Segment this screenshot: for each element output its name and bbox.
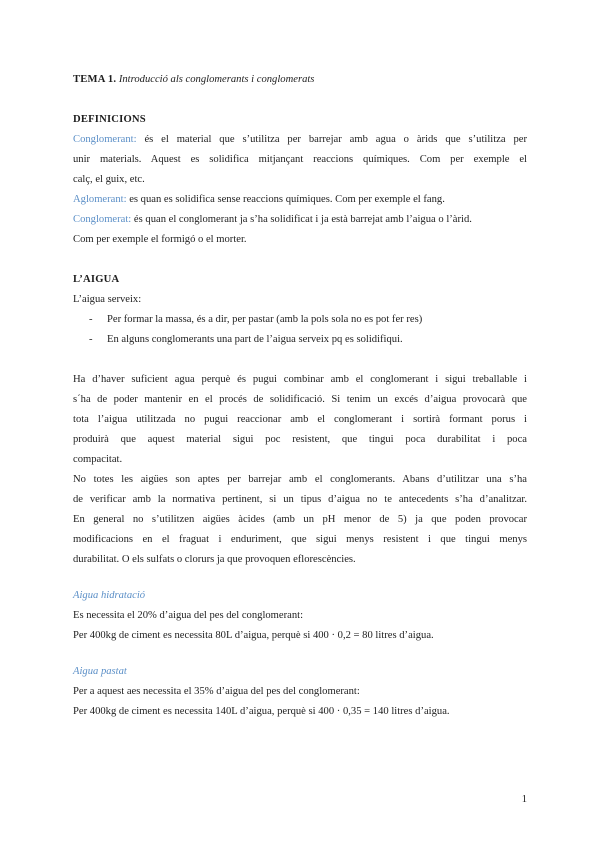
definition-conglomerat	[73, 210, 527, 230]
definition-text: unir materials. Aquest es solidifica mitjançant reaccions químiques. Com per exemple el	[73, 154, 527, 165]
pastat-line: Per a aquest aes necessita el 35% d’aigua del pes del conglomerant:	[73, 686, 360, 697]
definition-aglomerant	[73, 190, 527, 210]
term-conglomerant: Conglomerant:	[73, 134, 137, 145]
bullet-dash: -	[89, 314, 93, 325]
paragraph-line: s´ha de poder mantenir en el procés de solidificació. Si tenim un excés d’aigua provocarà que	[73, 394, 527, 405]
paragraph-line: compacitat.	[73, 454, 123, 465]
list-item	[73, 330, 527, 350]
definition-text: és quan el conglomerant ja s’ha solidificat i ja està barrejat amb l’aigua o l’àrid.	[133, 214, 472, 225]
bullet-dash: -	[89, 334, 93, 345]
definition-text: es quan es solidifica sense reaccions químiques. Com per exemple el fang.	[129, 194, 445, 205]
list-item	[73, 310, 527, 330]
definicions-heading: DEFINICIONS	[73, 114, 146, 125]
aigua-intro: L’aigua serveix:	[73, 294, 142, 305]
paragraph-line: En general no s’utilitzen aigües àcides (amb un pH menor de 5) ja que poden provocar	[73, 514, 527, 525]
definition-text: és el material que s’utilitza per barrejar amb agua o àrids que s’utilitza per	[144, 134, 527, 145]
hidratacio-heading: Aigua hidratació	[73, 590, 146, 601]
pastat-heading: Aigua pastat	[73, 666, 127, 677]
paragraph-line: produirà que aquest material sigui poc resistent, que tingui poca durabilitat i poca	[73, 434, 527, 445]
list-item-text: En alguns conglomerants una part de l’aigua serveix pq es solidifiqui.	[107, 334, 403, 345]
paragraph-line: durabilitat. O els sulfats o clorurs ja que provoquen eflorescències.	[73, 554, 356, 565]
paragraph-line: de verificar amb la normativa pertinent, si un tipus d’aigua no te antecedents s’ha d’analitzar.	[73, 494, 527, 505]
definition-text: calç, el guix, etc.	[73, 174, 145, 185]
hidratacio-line: Es necessita el 20% d’aigua del pes del conglomerant:	[73, 610, 304, 621]
title-label: TEMA 1.	[73, 74, 117, 85]
paragraph-line: No totes les aigües son aptes per barrejar amb el conglomerants. Abans d’utilitzar una s’ha	[73, 474, 527, 485]
document-title	[73, 70, 527, 90]
paragraph-line: Ha d’haver suficient agua perquè és pugui combinar amb el conglomerant i sigui treballable i	[73, 374, 527, 385]
title-subtitle: Introducció als conglomerants i conglomerats	[118, 74, 315, 85]
definition-text: Com per exemple el formigó o el morter.	[73, 234, 247, 245]
list-item-text: Per formar la massa, és a dir, per pastar (amb la pols sola no es pot fer res)	[107, 314, 423, 325]
pastat-line: Per 400kg de ciment es necessita 140L d’aigua, perquè si 400 · 0,35 = 140 litres d’aigua.	[73, 706, 450, 717]
paragraph-line: modificacions en el fraguat i enduriment, que sigui menys resistent i que tingui menys	[73, 534, 527, 545]
page-content	[73, 70, 527, 722]
term-aglomerant: Aglomerant:	[73, 194, 127, 205]
definition-conglomerant	[73, 130, 527, 150]
aigua-bullet-list	[73, 310, 527, 350]
page-number: 1	[521, 794, 527, 805]
paragraph-line: tota l’aigua utilitzada no pugui reaccionar amb el conglomerant i sortirà formant porus i	[73, 414, 527, 425]
hidratacio-line: Per 400kg de ciment es necessita 80L d’aigua, perquè si 400 · 0,2 = 80 litres d’aigua.	[73, 630, 434, 641]
term-conglomerat: Conglomerat:	[73, 214, 132, 225]
aigua-heading: L’AIGUA	[73, 274, 120, 285]
